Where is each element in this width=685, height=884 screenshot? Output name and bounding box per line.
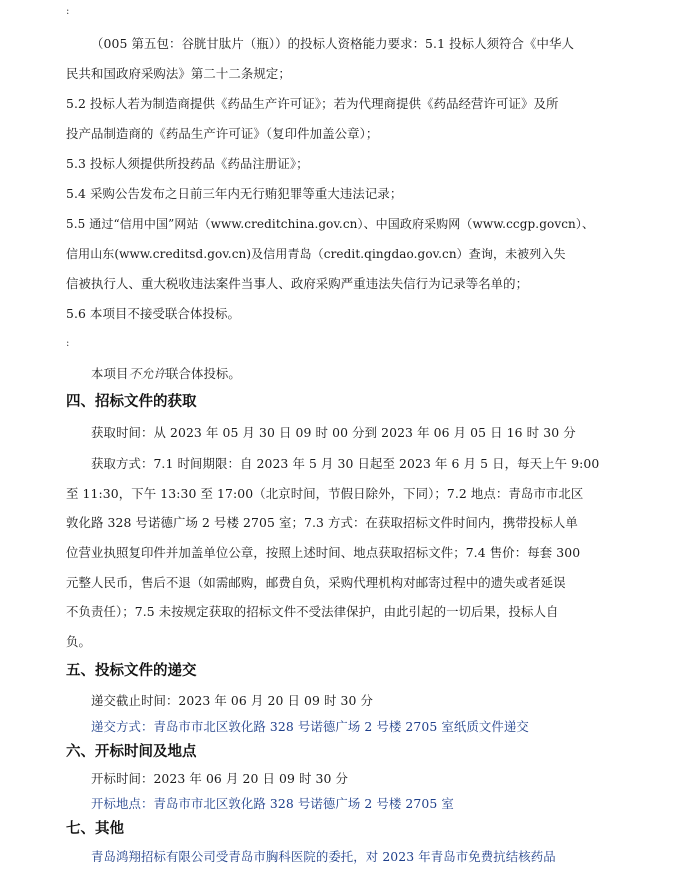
colon-mark: : [66, 6, 70, 17]
requirement-5-2-line-2: 投产品制造商的《药品生产许可证》（复印件加盖公章）； [66, 126, 379, 141]
requirement-5-5-line-2: 信用山东(www.creditsd.gov.cn)及信用青岛（credit.qingdao.gov.cn）查询，未被列入失 [66, 247, 566, 261]
submission-deadline: 递交截止时间：2023 年 06 月 20 日 09 时 30 分 [91, 693, 374, 708]
requirement-5-4: 5.4 采购公告发布之日前三年内无行贿犯罪等重大违法记录； [66, 186, 403, 201]
other-line-1: 青岛鸿翔招标有限公司受青岛市胸科医院的委托，对 2023 年青岛市免费抗结核药品 [91, 849, 556, 864]
section-heading-other: 七、其他 [66, 821, 124, 837]
requirement-5-6: 5.6 本项目不接受联合体投标。 [66, 306, 240, 321]
requirement-5-5-line-3: 信被执行人、重大税收违法案件当事人、政府采购严重违法失信行为记录等名单的； [66, 276, 529, 291]
requirement-5-3: 5.3 投标人须提供所投药品《药品注册证》； [66, 156, 309, 171]
obtain-method-line-4: 位营业执照复印件并加盖单位公章，按照上述时间、地点获取招标文件；7.4 售价：每套 300 [66, 545, 581, 560]
opening-place: 开标地点：青岛市市北区敦化路 328 号诺德广场 2 号楼 2705 室 [91, 796, 454, 811]
requirement-5-5-line-1: 5.5 通过“信用中国”网站（www.creditchina.gov.cn）、中国政府采购网（www.ccgp.govcn）、 [66, 217, 595, 231]
requirement-5-2-line-1: 5.2 投标人若为制造商提供《药品生产许可证》；若为代理商提供《药品经营许可证》及所 [66, 96, 559, 111]
requirement-intro-line-2: 民共和国政府采购法》第二十二条规定； [66, 66, 291, 81]
section-heading-submission: 五、投标文件的递交 [66, 663, 197, 679]
obtain-time: 获取时间：从 2023 年 05 月 30 日 09 时 00 分到 2023 年 06 月 05 日 16 时 30 分 [91, 425, 576, 440]
obtain-method-line-3: 敦化路 328 号诺德广场 2 号楼 2705 室；7.3 方式：在获取招标文件时间内，携带投标人单 [66, 515, 578, 530]
obtain-method-line-2: 至 11:30，下午 13:30 至 17:00（北京时间，节假日除外，下同）；7.2 地点：青岛市市北区 [66, 486, 584, 501]
section-heading-obtain-documents: 四、招标文件的获取 [66, 394, 197, 410]
opening-time: 开标时间：2023 年 06 月 20 日 09 时 30 分 [91, 771, 349, 786]
requirement-intro-line-1: （005 第五包：谷胱甘肽片（瓶））的投标人资格能力要求：5.1 投标人须符合《中华人 [91, 36, 575, 51]
consortium-prefix: 本项目 [91, 366, 129, 381]
consortium-suffix: 联合体投标。 [165, 366, 241, 381]
obtain-method-line-7: 负。 [66, 634, 91, 649]
section-heading-opening: 六、开标时间及地点 [66, 744, 197, 760]
consortium-statement [91, 366, 241, 382]
obtain-method-line-6: 不负责任）；7.5 未按规定获取的招标文件不受法律保护，由此引起的一切后果，投标人自 [66, 604, 559, 619]
obtain-method-line-1: 获取方式：7.1 时间期限：自 2023 年 5 月 30 日起至 2023 年 6 月 5 日，每天上午 9:00 [91, 456, 600, 471]
colon-mark-2: : [66, 338, 70, 349]
submission-method: 递交方式：青岛市市北区敦化路 328 号诺德广场 2 号楼 2705 室纸质文件递交 [91, 719, 529, 734]
obtain-method-line-5: 元整人民币，售后不退（如需邮购，邮费自负，采购代理机构对邮寄过程中的遗失或者延误 [66, 575, 566, 590]
consortium-emphasis: 不允许 [128, 366, 166, 381]
